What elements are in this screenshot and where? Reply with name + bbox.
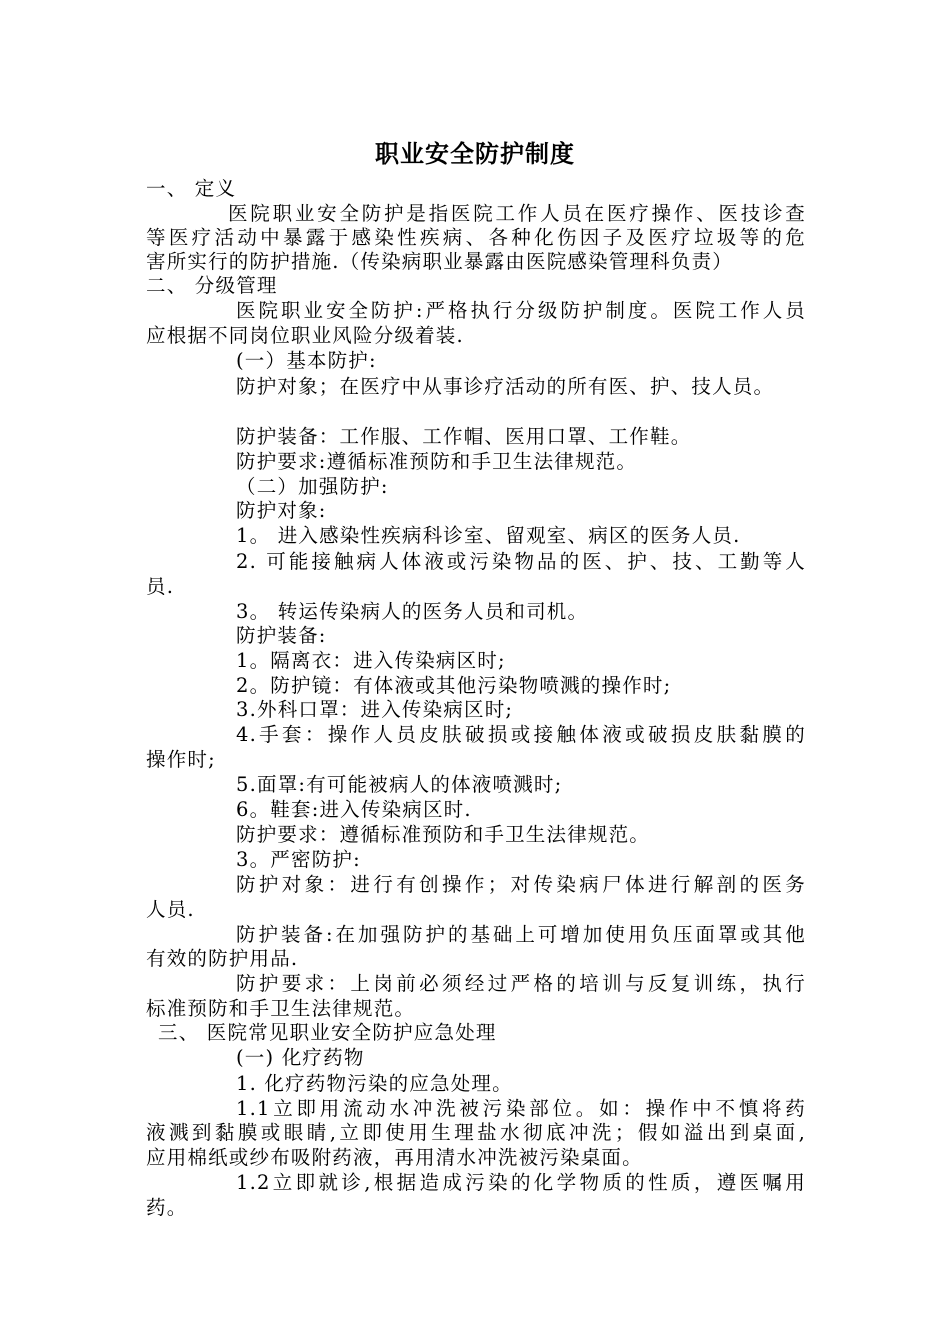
subheading-basic-protection: (一）基本防护:	[236, 349, 377, 372]
list-item: 1。隔离衣：进入传染病区时;	[236, 649, 506, 672]
subheading-enhanced-protection: （二）加强防护:	[236, 475, 389, 498]
paragraph-line: 标准预防和手卫生法律规范。	[146, 997, 416, 1020]
list-item: 1。 进入感染性疾病科诊室、留观室、病区的医务人员.	[236, 524, 741, 547]
paragraph-line: 等医疗活动中暴露于感染性疾病、各种化伤因子及医疗垃圾等的危	[146, 226, 806, 249]
paragraph-line: 药。	[146, 1196, 188, 1219]
paragraph-line: 1.2立即就诊,根据造成污染的化学物质的性质，遵医嘱用	[236, 1171, 806, 1194]
paragraph-line: 防护装备:在加强防护的基础上可增加使用负压面罩或其他	[236, 923, 806, 946]
paragraph-line: 液溅到黏膜或眼睛,立即使用生理盐水彻底冲洗；假如溢出到桌面,	[146, 1121, 806, 1144]
paragraph-line: 防护对象:	[236, 499, 327, 522]
list-item: 2. 可能接触病人体液或污染物品的医、护、技、工勤等人	[236, 550, 806, 573]
paragraph-line: 1.1立即用流动水冲洗被污染部位。如：操作中不慎将药	[236, 1097, 806, 1120]
document-title: 职业安全防护制度	[375, 140, 575, 168]
paragraph-line: 防护要求:遵循标准预防和手卫生法律规范。	[236, 450, 638, 473]
paragraph-line: 害所实行的防护措施.（传染病职业暴露由医院感染管理科负责）	[146, 250, 733, 273]
paragraph-line: 应根据不同岗位职业风险分级着装.	[146, 324, 464, 347]
section-heading-grading: 二、 分级管理	[146, 274, 278, 297]
subheading-chemo-drugs: (一) 化疗药物	[236, 1046, 365, 1069]
paragraph-line: 员.	[146, 575, 175, 598]
paragraph-line: 应用棉纸或纱布吸附药液，再用清水冲洗被污染桌面。	[146, 1146, 643, 1169]
paragraph-line: 医院职业安全防护:严格执行分级防护制度。医院工作人员	[236, 299, 806, 322]
list-item: 5.面罩:有可能被病人的体液喷溅时;	[236, 773, 563, 796]
paragraph-line: 防护对象；在医疗中从事诊疗活动的所有医、护、技人员。	[236, 375, 775, 398]
paragraph-line: 1. 化疗药物污染的应急处理。	[236, 1072, 513, 1095]
paragraph-line: 操作时;	[146, 748, 216, 771]
list-item: 4.手套：操作人员皮肤破损或接触体液或破损皮肤黏膜的	[236, 723, 806, 746]
paragraph-line: 防护装备：工作服、工作帽、医用口罩、工作鞋。	[236, 425, 692, 448]
list-item: 3.外科口罩：进入传染病区时;	[236, 698, 514, 721]
subheading-strict-protection: 3。严密防护:	[236, 848, 361, 871]
paragraph-line: 防护要求：遵循标准预防和手卫生法律规范。	[236, 823, 651, 846]
paragraph-line: 人员.	[146, 898, 195, 921]
list-item: 2。防护镜：有体液或其他污染物喷溅的操作时;	[236, 674, 672, 697]
paragraph-line: 防护装备:	[236, 624, 327, 647]
list-item: 3。 转运传染病人的医务人员和司机。	[236, 600, 589, 623]
paragraph-line: 防护对象：进行有创操作；对传染病尸体进行解剖的医务	[236, 873, 806, 896]
section-heading-emergency: 三、 医院常见职业安全防护应急处理	[158, 1021, 497, 1044]
section-heading-definition: 一、 定义	[146, 177, 237, 200]
paragraph-line: 防护要求：上岗前必须经过严格的培训与反复训练，执行	[236, 972, 806, 995]
list-item: 6。鞋套:进入传染病区时.	[236, 798, 472, 821]
paragraph-line: 有效的防护用品.	[146, 947, 299, 970]
paragraph-line: 医院职业安全防护是指医院工作人员在医疗操作、医技诊查	[228, 202, 806, 225]
